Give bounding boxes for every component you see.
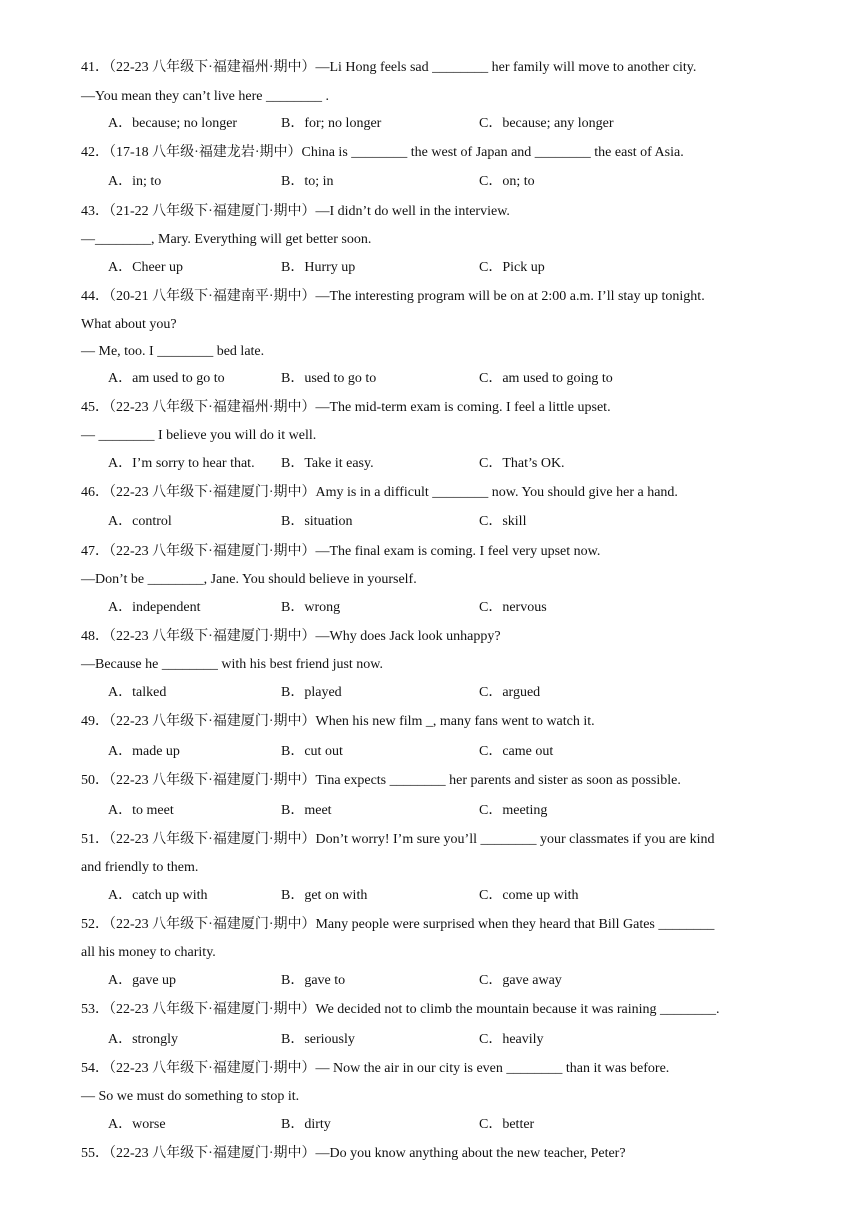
option-c: C．come up with [479, 888, 579, 903]
option-c: C．came out [479, 744, 554, 759]
option-c: C．skill [479, 514, 527, 529]
question-52-line-2: all his money to charity. [81, 945, 216, 960]
option-a: A．in; to [108, 174, 162, 189]
question-42-line-1: 42．（17-18 八年级·福建龙岩·期中）China is ________ the west of Japan and ________ the east of Asia. [81, 145, 684, 160]
option-c: C．That’s OK. [479, 456, 565, 471]
question-45-line-2: — ________ I believe you will do it well. [81, 428, 317, 443]
option-c: C．gave away [479, 973, 562, 988]
option-b: B．dirty [281, 1117, 331, 1132]
option-b: B．played [281, 685, 342, 700]
option-a: A．I’m sorry to hear that. [108, 456, 255, 471]
question-45-line-1: 45．（22-23 八年级下·福建福州·期中）—The mid-term exam is coming. I feel a little upset. [81, 400, 611, 415]
question-43-line-1: 43．（21-22 八年级下·福建厦门·期中）—I didn’t do well in the interview. [81, 204, 510, 219]
question-44-line-3: — Me, too. I ________ bed late. [81, 344, 265, 359]
option-c: C．on; to [479, 174, 535, 189]
option-c: C．Pick up [479, 260, 545, 275]
option-c: C．meeting [479, 803, 548, 818]
question-51-line-2: and friendly to them. [81, 860, 199, 875]
question-54-line-2: — So we must do something to stop it. [81, 1089, 300, 1104]
question-50-line-1: 50．（22-23 八年级下·福建厦门·期中）Tina expects ________ her parents and sister as soon as possible. [81, 773, 681, 788]
option-b: B．used to go to [281, 371, 377, 386]
question-48-line-1: 48．（22-23 八年级下·福建厦门·期中）—Why does Jack look unhappy? [81, 629, 501, 644]
option-b: B．seriously [281, 1032, 355, 1047]
option-a: A．independent [108, 600, 201, 615]
option-a: A．gave up [108, 973, 177, 988]
option-b: B．situation [281, 514, 353, 529]
option-a: A．Cheer up [108, 260, 184, 275]
option-b: B．Take it easy. [281, 456, 374, 471]
question-47-line-1: 47．（22-23 八年级下·福建厦门·期中）—The final exam is coming. I feel very upset now. [81, 544, 601, 559]
option-b: B．to; in [281, 174, 334, 189]
option-a: A．strongly [108, 1032, 178, 1047]
option-a: A．because; no longer [108, 116, 238, 131]
option-b: B．for; no longer [281, 116, 382, 131]
option-b: B．cut out [281, 744, 343, 759]
option-b: B．gave to [281, 973, 346, 988]
option-b: B．get on with [281, 888, 368, 903]
question-55-line-1: 55．（22-23 八年级下·福建厦门·期中）—Do you know anything about the new teacher, Peter? [81, 1146, 626, 1161]
question-48-line-2: —Because he ________ with his best friend just now. [81, 657, 383, 672]
option-a: A．made up [108, 744, 180, 759]
option-c: C．heavily [479, 1032, 544, 1047]
option-c: C．nervous [479, 600, 547, 615]
option-c: C．argued [479, 685, 541, 700]
question-52-line-1: 52．（22-23 八年级下·福建厦门·期中）Many people were surprised when they heard that Bill Gates ________ [81, 917, 715, 932]
question-41-line-1: 41．（22-23 八年级下·福建福州·期中）—Li Hong feels sad ________ her family will move to another city. [81, 60, 697, 75]
question-41-line-2: —You mean they can’t live here ________ . [81, 89, 329, 104]
question-46-line-1: 46．（22-23 八年级下·福建厦门·期中）Amy is in a difficult ________ now. You should give her a hand. [81, 485, 678, 500]
question-43-line-2: —________, Mary. Everything will get better soon. [81, 232, 372, 247]
option-a: A．control [108, 514, 172, 529]
option-a: A．catch up with [108, 888, 208, 903]
option-b: B．Hurry up [281, 260, 356, 275]
option-a: A．to meet [108, 803, 174, 818]
question-49-line-1: 49．（22-23 八年级下·福建厦门·期中）When his new film _, many fans went to watch it. [81, 714, 595, 729]
question-53-line-1: 53．（22-23 八年级下·福建厦门·期中）We decided not to climb the mountain because it was raining ________. [81, 1002, 720, 1017]
option-a: A．am used to go to [108, 371, 225, 386]
option-c: C．am used to going to [479, 371, 613, 386]
question-47-line-2: —Don’t be ________, Jane. You should believe in yourself. [81, 572, 417, 587]
option-c: C．better [479, 1117, 535, 1132]
question-54-line-1: 54．（22-23 八年级下·福建厦门·期中）— Now the air in our city is even ________ than it was before. [81, 1061, 670, 1076]
question-51-line-1: 51．（22-23 八年级下·福建厦门·期中）Don’t worry! I’m sure you’ll ________ your classmates if you are kind [81, 832, 715, 847]
question-44-line-1: 44．（20-21 八年级下·福建南平·期中）—The interesting program will be on at 2:00 a.m. I’ll stay up tonight. [81, 289, 705, 304]
option-c: C．because; any longer [479, 116, 614, 131]
option-a: A．talked [108, 685, 167, 700]
question-44-line-2: What about you? [81, 317, 177, 332]
option-b: B．wrong [281, 600, 341, 615]
option-a: A．worse [108, 1117, 166, 1132]
option-b: B．meet [281, 803, 332, 818]
